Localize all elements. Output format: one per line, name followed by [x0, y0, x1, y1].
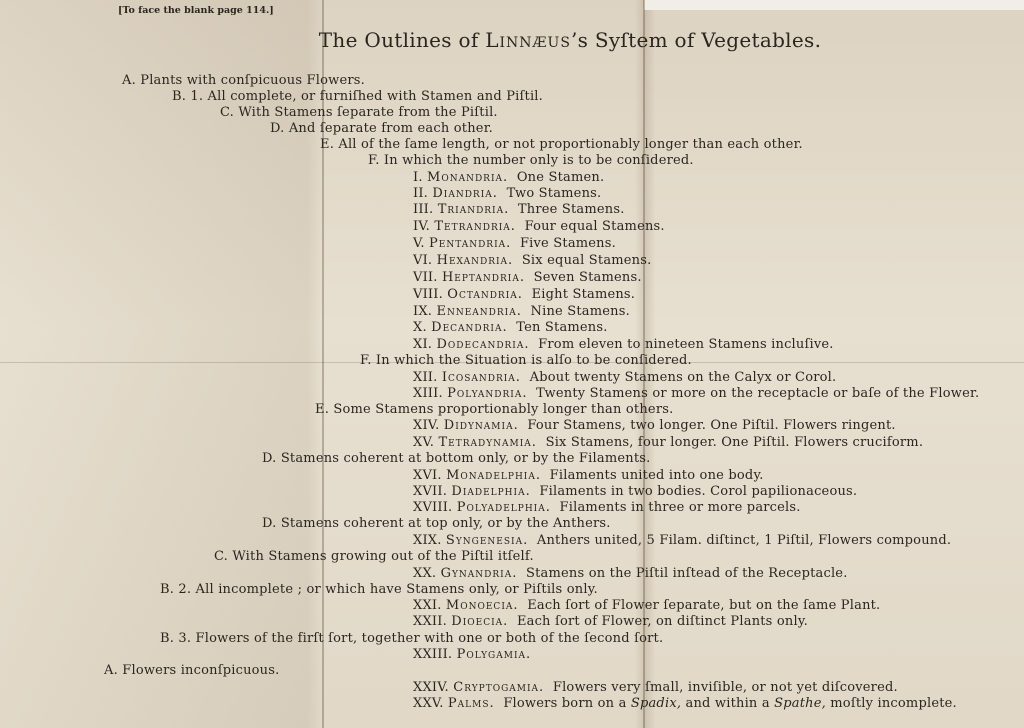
- title-prefix: The Outlines of: [318, 28, 486, 52]
- outline-line: A. Plants with conſpicuous Flowers.: [122, 73, 365, 88]
- class-entry: IV. Tetrandria. Four equal Stamens.: [413, 219, 665, 234]
- outline-line: B. 2. All incomplete ; or which have Stamens only, or Piſtils only.: [160, 582, 598, 597]
- outline-line: F. In which the number only is to be conſidered.: [368, 153, 694, 168]
- title-name: Linnæus: [485, 28, 571, 52]
- outline-line: B. 3. Flowers of the firſt ſort, together with one or both of the ſecond ſort.: [160, 631, 664, 646]
- class-entry: XIX. Syngenesia. Anthers united, 5 Filam. diſtinct, 1 Piſtil, Flowers compound.: [413, 533, 952, 548]
- outline-line: A. Flowers inconſpicuous.: [104, 663, 280, 678]
- outline-line: E. Some Stamens proportionably longer than others.: [315, 402, 674, 417]
- class-entry: III. Triandria. Three Stamens.: [413, 202, 625, 217]
- outline-line: F. In which the Situation is alſo to be conſidered.: [360, 353, 692, 368]
- outline-line: D. Stamens coherent at top only, or by the Anthers.: [262, 516, 611, 531]
- class-entry: XX. Gynandria. Stamens on the Piſtil inſtead of the Receptacle.: [413, 566, 848, 581]
- class-entry: XIII. Polyandria. Twenty Stamens or more on the receptacle or baſe of the Flower.: [413, 386, 980, 401]
- class-entry: II. Diandria. Two Stamens.: [413, 186, 602, 201]
- class-entry: XVII. Diadelphia. Filaments in two bodies. Corol papilionaceous.: [413, 484, 858, 499]
- class-entry: XXIV. Cryptogamia. Flowers very ſmall, inviſible, or not yet diſcovered.: [413, 680, 898, 695]
- class-entry: VI. Hexandria. Six equal Stamens.: [413, 253, 652, 268]
- class-entry: XII. Icosandria. About twenty Stamens on the Calyx or Corol.: [413, 370, 837, 385]
- outline-line: E. All of the ſame length, or not proportionably longer than each other.: [320, 137, 803, 152]
- class-entry: XIV. Didynamia. Four Stamens, two longer. One Piſtil. Flowers ringent.: [413, 418, 896, 433]
- class-entry: IX. Enneandria. Nine Stamens.: [413, 304, 630, 319]
- class-entry: XI. Dodecandria. From eleven to nineteen Stamens incluſive.: [413, 337, 834, 352]
- title-suffix: ’s Syſtem of Vegetables.: [570, 28, 822, 52]
- outline-line: C. With Stamens ſeparate from the Piſtil.: [220, 105, 498, 120]
- class-entry: XXI. Monoecia. Each ſort of Flower ſeparate, but on the ſame Plant.: [413, 598, 881, 613]
- class-entry: VII. Heptandria. Seven Stamens.: [413, 270, 642, 285]
- class-entry: X. Decandria. Ten Stamens.: [413, 320, 608, 335]
- class-entry: XXIII. Polygamia.: [413, 647, 532, 662]
- page-title: [0, 28, 1024, 52]
- outline-line: B. 1. All complete, or furniſhed with Stamen and Piſtil.: [172, 89, 543, 104]
- page-corner-background: [644, 0, 1024, 10]
- outline-line: C. With Stamens growing out of the Piſtil itſelf.: [214, 549, 534, 564]
- outline-line: D. Stamens coherent at bottom only, or by the Filaments.: [262, 451, 651, 466]
- class-entry: VIII. Octandria. Eight Stamens.: [413, 287, 636, 302]
- class-entry: V. Pentandria. Five Stamens.: [413, 236, 616, 251]
- header-note: [To face the blank page 114.]: [118, 5, 274, 16]
- class-entry: XVIII. Polyadelphia. Filaments in three or more parcels.: [413, 500, 801, 515]
- class-entry: I. Monandria. One Stamen.: [413, 170, 605, 185]
- class-entry: XXV. Palms. Flowers born on a Spadix, and within a Spathe, moſtly incomplete.: [413, 696, 957, 711]
- outline-line: D. And ſeparate from each other.: [270, 121, 494, 136]
- class-entry: XVI. Monadelphia. Filaments united into one body.: [413, 468, 764, 483]
- class-entry: XV. Tetradynamia. Six Stamens, four longer. One Piſtil. Flowers cruciform.: [413, 435, 924, 450]
- class-entry: XXII. Dioecia. Each ſort of Flower, on diſtinct Plants only.: [413, 614, 808, 629]
